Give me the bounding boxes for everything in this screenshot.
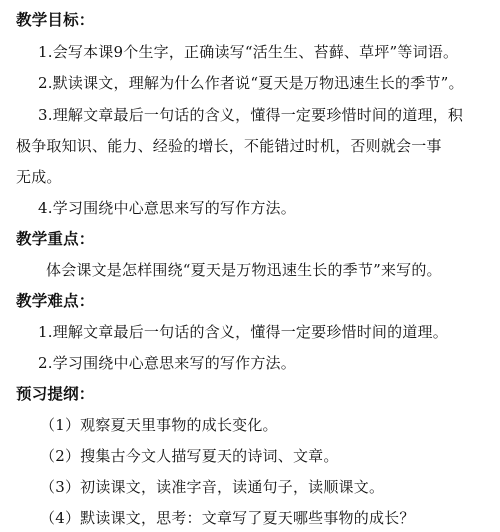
- objectives-heading: 教学目标：: [16, 11, 95, 29]
- objective-item-2: 2.默读课文，理解为什么作者说“夏天是万物迅速生长的季节”。: [38, 74, 464, 92]
- key-point-item-1: 体会课文是怎样围绕“夏天是万物迅速生长的季节”来写的。: [46, 261, 442, 279]
- preview-heading: 预习提纲：: [16, 385, 95, 403]
- preview-item-1: （1）观察夏天里事物的成长变化。: [40, 416, 278, 434]
- objective-item-3-line-2: 极争取知识、能力、经验的增长，不能错过时机，否则就会一事: [16, 137, 442, 155]
- objective-item-3-line-1: 3.理解文章最后一句话的含义，懂得一定要珍惜时间的道理，积: [38, 106, 464, 124]
- difficulty-item-2: 2.学习围绕中心意思来写的写作方法。: [38, 354, 296, 372]
- preview-item-2: （2）搜集古今文人描写夏天的诗词、文章。: [40, 447, 339, 465]
- objective-item-1: 1.会写本课9个生字，正确读写“活生生、苔藓、草坪”等词语。: [38, 43, 459, 61]
- preview-item-3: （3）初读课文，读准字音，读通句子，读顺课文。: [40, 478, 385, 496]
- key-points-heading: 教学重点：: [16, 230, 95, 248]
- objective-item-3-line-3: 无成。: [16, 168, 62, 186]
- objective-item-4: 4.学习围绕中心意思来写的写作方法。: [38, 199, 296, 217]
- difficulties-heading: 教学难点：: [16, 292, 95, 310]
- difficulty-item-1: 1.理解文章最后一句话的含义，懂得一定要珍惜时间的道理。: [38, 323, 448, 341]
- preview-item-4: （4）默读课文，思考：文章写了夏天哪些事物的成长？: [40, 509, 415, 527]
